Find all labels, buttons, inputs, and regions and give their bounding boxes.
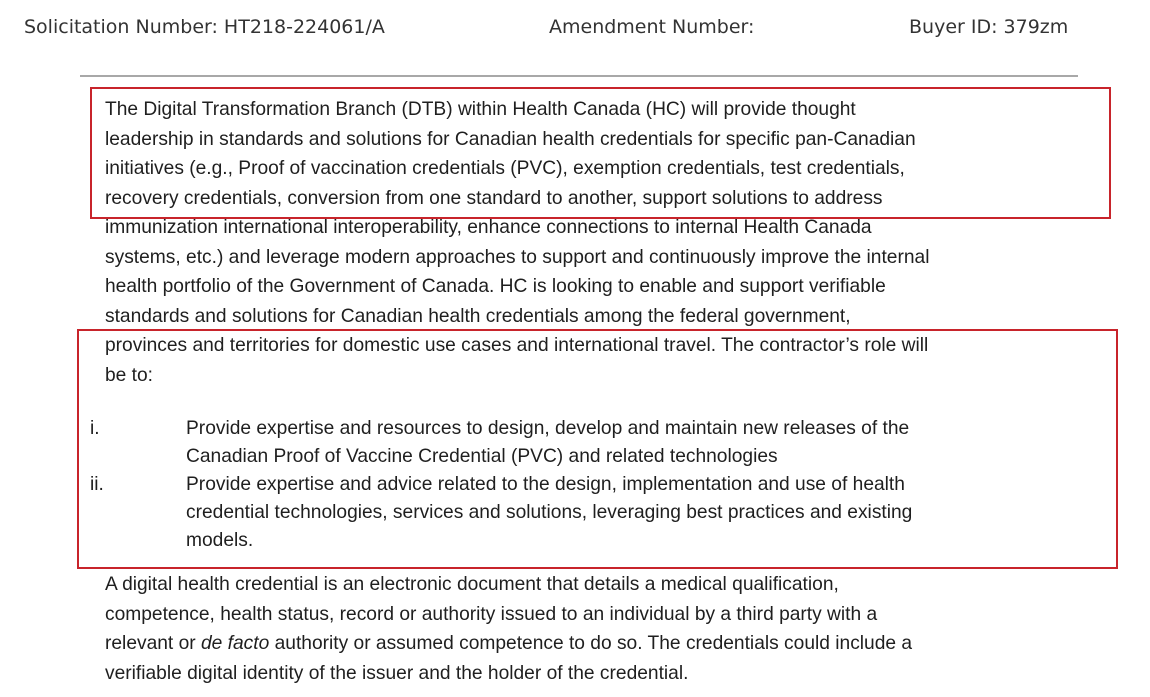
- paragraph-line: standards and solutions for Canadian health credentials among the federal government,: [105, 305, 851, 327]
- paragraph-line: be to:: [105, 364, 154, 386]
- list-item-line: Provide expertise and advice related to the design, implementation and use of health: [186, 474, 905, 495]
- italic-term: de facto: [200, 633, 270, 654]
- paragraph-digital-credential: [105, 570, 1095, 688]
- paragraph-line: health portfolio of the Government of Canada. HC is looking to enable and support verifiable: [105, 276, 886, 297]
- list-item-line: models.: [186, 530, 254, 551]
- paragraph-line: initiatives (e.g., Proof of vaccination credentials (PVC), exemption credentials, test credentials,: [105, 158, 905, 179]
- list-item-number: ii.: [90, 474, 104, 495]
- paragraph-line: recovery credentials, conversion from one standard to another, support solutions to address: [105, 187, 883, 209]
- paragraph-line: The Digital Transformation Branch (DTB) within Health Canada (HC) will provide thought: [105, 99, 856, 120]
- page-header: [0, 16, 1150, 44]
- amendment-number: Amendment Number:: [549, 16, 755, 38]
- list-item-line: Canadian Proof of Vaccine Credential (PVC) and related technologies: [186, 446, 778, 467]
- paragraph-line: [105, 629, 1095, 659]
- text-run: authority or assumed competence to do so. The credentials could include a: [269, 633, 913, 654]
- list-item-number: i.: [90, 418, 100, 439]
- highlight-box: [77, 329, 1118, 569]
- header-divider: [80, 75, 1078, 77]
- text-run: relevant or: [105, 633, 201, 654]
- paragraph-line: provinces and territories for domestic use cases and international travel. The contractor’s role will: [105, 335, 929, 356]
- paragraph-line: competence, health status, record or authority issued to an individual by a third party with a: [105, 603, 878, 625]
- solicitation-number: Solicitation Number: HT218-224061/A: [24, 16, 385, 38]
- paragraph-line: immunization international interoperability, enhance connections to internal Health Canada: [105, 217, 872, 238]
- paragraph-line: verifiable digital identity of the issuer and the holder of the credential.: [105, 662, 689, 684]
- highlight-box: [90, 87, 1111, 219]
- list-item-line: credential technologies, services and solutions, leveraging best practices and existing: [186, 502, 913, 523]
- list-item-line: Provide expertise and resources to design, develop and maintain new releases of the: [186, 418, 910, 439]
- paragraph-line: A digital health credential is an electronic document that details a medical qualification,: [105, 574, 839, 595]
- paragraph-line: leadership in standards and solutions for Canadian health credentials for specific pan-Canadian: [105, 128, 916, 150]
- buyer-id: Buyer ID: 379zm: [909, 16, 1069, 38]
- paragraph-line: systems, etc.) and leverage modern approaches to support and continuously improve the internal: [105, 246, 930, 268]
